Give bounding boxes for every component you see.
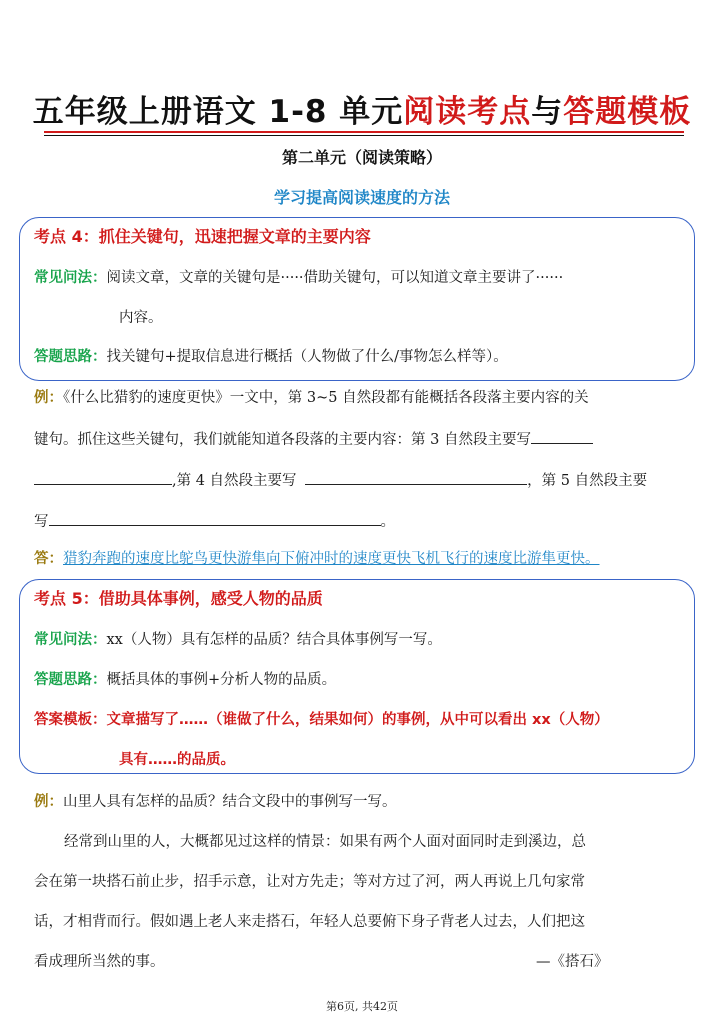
example-1-line-3: [34, 469, 647, 491]
example-1-text-4b: 。: [380, 514, 395, 530]
template-label: 答案模板：: [34, 712, 107, 728]
section-heading: 学习提高阅读速度的方法: [273, 188, 450, 207]
answer-blank-1[interactable]: [531, 428, 593, 444]
example-1-line-1: [34, 388, 589, 408]
question-label: 常见问法：: [34, 270, 107, 286]
example-1-text-2: 键句。抓住这些关键句，我们就能知道各段落的主要内容：第 3 自然段主要写: [34, 432, 531, 448]
approach-label: 答题思路：: [34, 672, 107, 688]
question-text: xx（人物）具有怎样的品质？结合具体事例写一写。: [106, 632, 442, 648]
example-1-line-4: [34, 510, 395, 532]
key-point-4-title: 考点 4：抓住关键句，迅速把握文章的主要内容: [34, 227, 371, 246]
question-label: 常见问法：: [34, 632, 107, 648]
question-text: 阅读文章，文章的关键句是·····借助关键句，可以知道文章主要讲了······: [106, 270, 564, 286]
answer-label: 答：: [34, 551, 63, 567]
example-1-text-3b: ，第 5 自然段主要: [527, 473, 648, 489]
unit-heading: 第二单元（阅读策略）: [281, 148, 442, 167]
example-label: 例：: [34, 390, 63, 406]
key-point-4-question: [34, 268, 563, 288]
example-1-text: 《什么比猎豹的速度更快》一文中，第 3~5 自然段都有能概括各段落主要内容的关: [63, 390, 589, 406]
page-footer: 第6页, 共42页: [326, 1000, 398, 1013]
approach-text: 找关键句+提取信息进行概括（人物做了什么/事物怎么样等）。: [106, 349, 508, 365]
key-point-5-question: [34, 630, 442, 650]
example-1-text-4a: 写: [34, 514, 49, 530]
answer-blank-3[interactable]: [49, 510, 381, 526]
passage-source: —《搭石》: [536, 954, 609, 970]
example-2-question: [34, 792, 397, 812]
passage-line-1: 经常到山里的人，大概都见过这样的情景：如果有两个人面对面同时走到溪边，总: [64, 834, 586, 850]
page-title: [0, 92, 724, 132]
title-part-4: 答题模板: [563, 94, 692, 130]
example-1-text-3a: ,第 4 自然段主要写: [172, 473, 297, 489]
approach-label: 答题思路：: [34, 349, 107, 365]
passage-line-2: 会在第一块搭石前止步，招手示意，让对方先走；等对方过了河，两人再说上几句家常: [34, 874, 585, 890]
key-point-5-title: 考点 5：借助具体事例，感受人物的品质: [34, 589, 323, 608]
key-point-4-approach: [34, 347, 508, 367]
title-underline-black: [44, 135, 684, 136]
title-part-3: 与: [531, 94, 564, 130]
template-text: 文章描写了……（谁做了什么，结果如何）的事例，从中可以看出 xx（人物）: [106, 712, 609, 728]
key-point-4-question-cont: 内容。: [119, 310, 163, 326]
key-point-5-template: [34, 710, 609, 730]
passage-line-3: 话，才相背而行。假如遇上老人来走搭石，年轻人总要俯下身子背老人过去，人们把这: [34, 914, 585, 930]
key-point-5-approach: [34, 670, 336, 690]
example-1-line-2: [34, 428, 593, 450]
title-underline-red: [44, 131, 684, 133]
approach-text: 概括具体的事例+分析人物的品质。: [106, 672, 337, 688]
answer-text: 猎豹奔跑的速度比鸵鸟更快游隼向下俯冲时的速度更快飞机飞行的速度比游隼更快。: [63, 551, 600, 567]
example-label: 例：: [34, 794, 63, 810]
answer-blank-2[interactable]: [305, 469, 527, 485]
passage-line-4: 看成理所当然的事。: [34, 954, 165, 970]
title-part-2: 阅读考点: [403, 94, 532, 130]
example-1-answer: [34, 549, 600, 569]
answer-blank-1-cont[interactable]: [34, 469, 172, 485]
key-point-5-template-cont: 具有……的品质。: [119, 752, 235, 768]
title-part-1: 五年级上册语文 1-8 单元: [32, 94, 404, 130]
example-2-question-text: 山里人具有怎样的品质？结合文段中的事例写一写。: [63, 794, 397, 810]
